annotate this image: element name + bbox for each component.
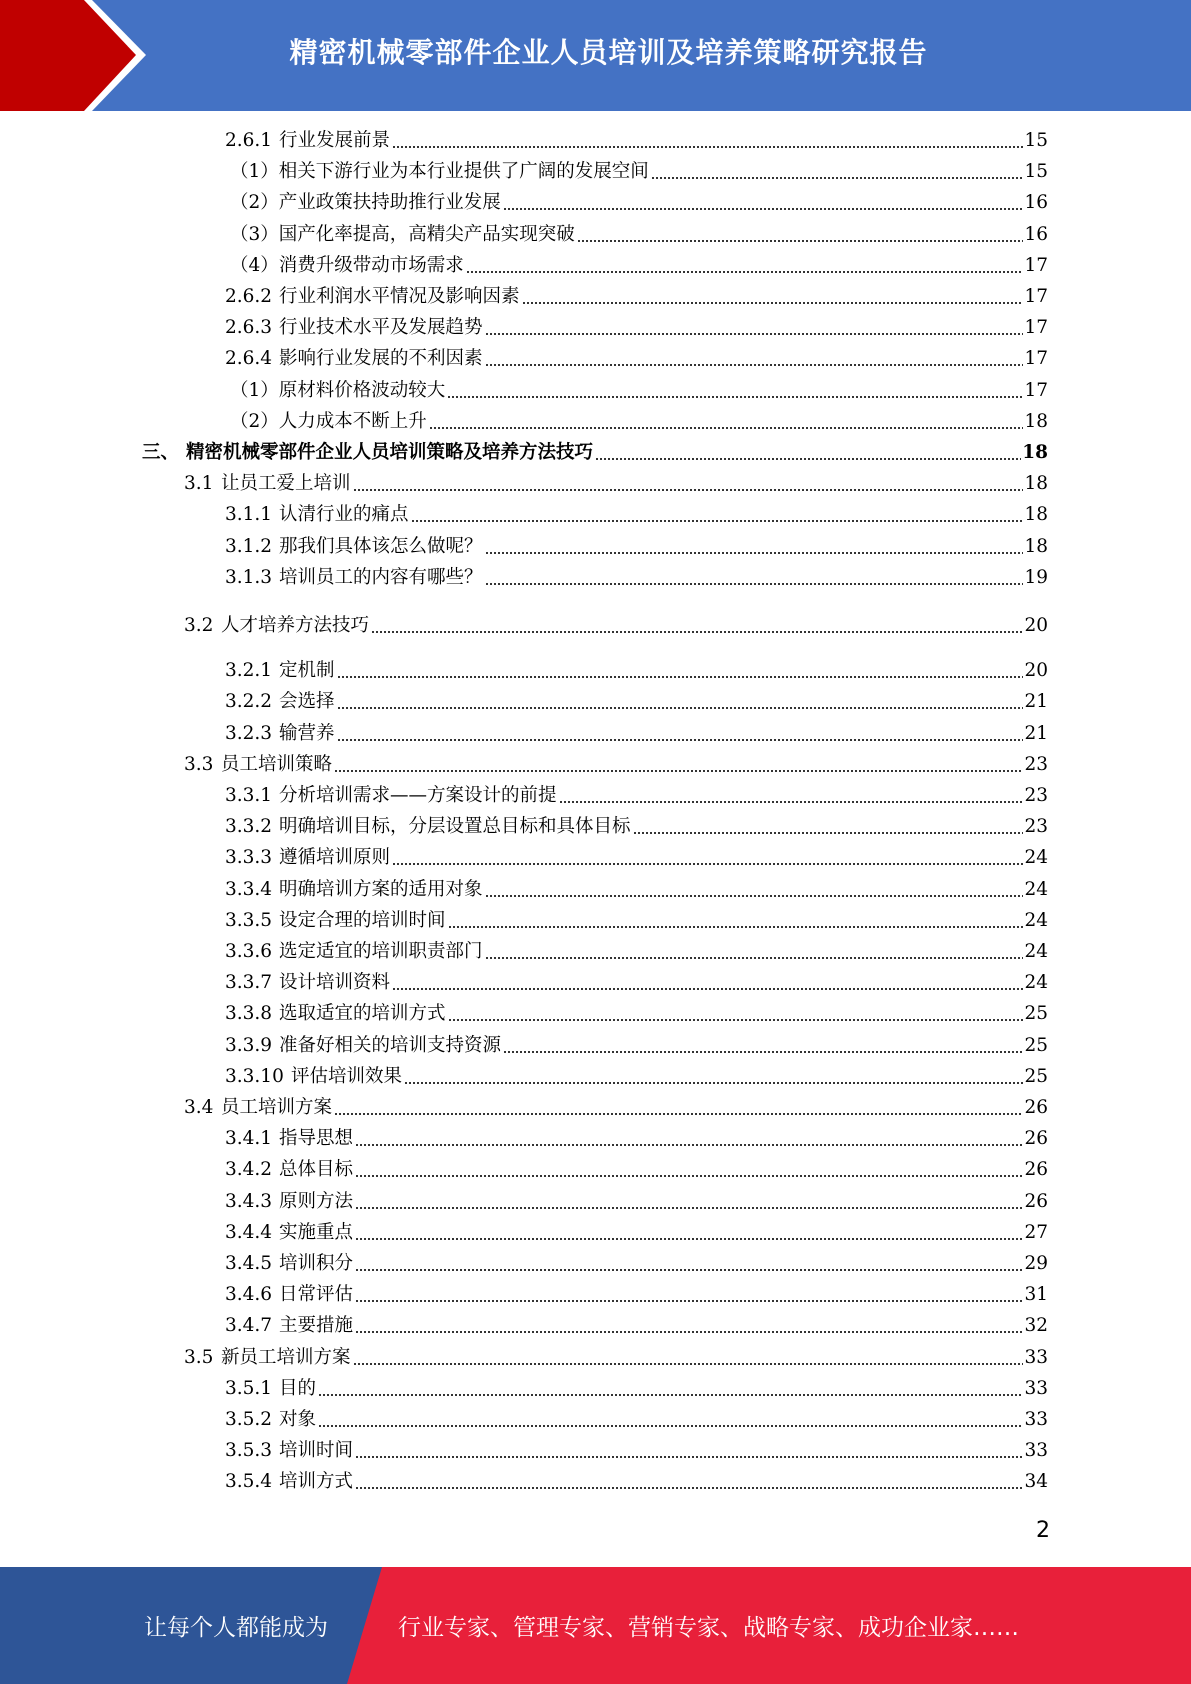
toc-entry[interactable] xyxy=(225,689,1048,715)
toc-entry-label: 消费升级带动市场需求 xyxy=(278,254,464,276)
toc-entry-label: 相关下游行业为本行业提供了广阔的发展空间 xyxy=(278,161,649,183)
toc-entry-label: 精密机械零部件企业人员培训策略及培养方法技巧 xyxy=(186,442,594,463)
toc-entry-label: 设定合理的培训时间 xyxy=(279,909,446,931)
toc-entry-number: 3.3.6 xyxy=(225,941,273,962)
toc-entry-page: 24 xyxy=(1024,878,1048,900)
toc-entry-label: 培训积分 xyxy=(279,1253,354,1274)
toc-dot-leader xyxy=(485,957,1024,959)
toc-entry-number: （3） xyxy=(230,223,279,245)
toc-entry-page: 18 xyxy=(1022,442,1048,463)
toc-entry[interactable] xyxy=(225,159,1048,185)
toc-entry[interactable] xyxy=(225,970,1048,996)
toc-entry-page: 17 xyxy=(1024,348,1048,370)
toc-dot-leader xyxy=(447,396,1023,398)
toc-entry-number: 3.1.2 xyxy=(225,535,273,557)
toc-entry-page: 26 xyxy=(1024,1128,1048,1150)
toc-entry-page: 33 xyxy=(1024,1409,1048,1430)
toc-entry-label: 指导思想 xyxy=(279,1128,354,1150)
toc-entry-label: 明确培训目标，分层设置总目标和具体目标 xyxy=(279,816,631,838)
toc-entry-page: 29 xyxy=(1024,1253,1048,1274)
toc-entry-number: 2.6.3 xyxy=(225,317,273,339)
toc-entry-number: 3.1.1 xyxy=(225,504,273,526)
page-number: 2 xyxy=(1036,1518,1050,1543)
toc-dot-leader xyxy=(485,364,1024,366)
toc-entry-page: 21 xyxy=(1024,722,1048,744)
toc-entry-number: 2.6.1 xyxy=(225,130,273,151)
toc-entry-number: 3.1 xyxy=(184,473,214,495)
toc-dot-leader xyxy=(353,1363,1024,1365)
toc-entry-label: 输营养 xyxy=(279,722,335,744)
toc-entry-page: 25 xyxy=(1024,1034,1048,1056)
toc-dot-leader xyxy=(633,832,1024,834)
footer-slogan-lead: 让每个人都能成为 xyxy=(144,1615,328,1641)
toc-entry[interactable] xyxy=(225,534,1048,560)
toc-entry[interactable] xyxy=(225,1438,1048,1464)
toc-entry-number: （2） xyxy=(230,192,279,214)
toc-entry-number: 3.4.2 xyxy=(225,1159,273,1181)
toc-entry[interactable] xyxy=(184,613,1048,639)
toc-dot-leader xyxy=(485,583,1024,585)
toc-entry-number: 3.4.1 xyxy=(225,1128,273,1150)
toc-dot-leader xyxy=(559,801,1024,803)
toc-entry-page: 23 xyxy=(1024,816,1048,838)
toc-dot-leader xyxy=(334,1113,1023,1115)
toc-entry-page: 31 xyxy=(1024,1284,1048,1306)
toc-dot-leader xyxy=(353,489,1024,491)
toc-entry-number: （1） xyxy=(230,161,279,183)
toc-entry-number: 3.5.4 xyxy=(225,1471,273,1493)
toc-entry-number: 3.3.8 xyxy=(225,1003,273,1025)
toc-entry-page: 32 xyxy=(1024,1315,1048,1337)
toc-entry-number: 3.4.5 xyxy=(225,1253,273,1274)
toc-entry-label: 总体目标 xyxy=(279,1159,354,1181)
toc-dot-leader xyxy=(355,1238,1023,1240)
toc-entry-label: 准备好相关的培训支持资源 xyxy=(279,1034,502,1056)
toc-entry[interactable] xyxy=(225,409,1048,435)
toc-entry-label: 选定适宜的培训职责部门 xyxy=(279,941,483,962)
toc-entry[interactable] xyxy=(225,128,1048,154)
toc-entry-number: 3.2.1 xyxy=(225,660,273,682)
toc-entry-page: 21 xyxy=(1024,691,1048,713)
toc-dot-leader xyxy=(577,240,1024,242)
toc-entry[interactable] xyxy=(225,1376,1048,1402)
toc-dot-leader xyxy=(355,1269,1023,1271)
toc-entry-label: 原则方法 xyxy=(279,1190,354,1212)
toc-entry-label: 分析培训需求——方案设计的前提 xyxy=(279,785,557,806)
toc-entry-label: 员工培训策略 xyxy=(221,753,333,775)
toc-entry-page: 25 xyxy=(1024,1065,1048,1087)
toc-entry-number: 3.2 xyxy=(184,615,214,636)
toc-entry-page: 24 xyxy=(1024,909,1048,931)
toc-entry-number: 3.5 xyxy=(184,1346,214,1368)
toc-entry-page: 20 xyxy=(1024,660,1048,682)
toc-entry[interactable] xyxy=(225,1469,1048,1495)
toc-entry-label: 让员工爱上培训 xyxy=(221,473,351,495)
toc-entry[interactable] xyxy=(225,1157,1048,1183)
toc-entry-page: 27 xyxy=(1024,1221,1048,1243)
toc-entry-number: 3.3.2 xyxy=(225,816,273,838)
toc-entry-number: （1） xyxy=(230,379,279,401)
toc-entry-label: 国产化率提高，高精尖产品实现突破 xyxy=(278,223,575,245)
toc-dot-leader xyxy=(355,1300,1023,1302)
toc-entry-label: 实施重点 xyxy=(279,1221,354,1243)
toc-entry-number: 3.4 xyxy=(184,1097,214,1118)
toc-entry[interactable] xyxy=(225,1220,1048,1246)
toc-entry[interactable] xyxy=(225,378,1048,404)
toc-entry-page: 19 xyxy=(1024,566,1048,588)
toc-dot-leader xyxy=(337,707,1024,709)
toc-entry-page: 26 xyxy=(1024,1190,1048,1212)
toc-entry-page: 25 xyxy=(1024,1003,1048,1025)
toc-dot-leader xyxy=(371,631,1023,633)
toc-entry-page: 17 xyxy=(1024,379,1048,401)
document-title: 精密机械零部件企业人员培训及培养策略研究报告 xyxy=(289,35,928,69)
toc-entry-number: 3.4.3 xyxy=(225,1190,273,1212)
toc-dot-leader xyxy=(485,333,1024,335)
toc-dot-leader xyxy=(355,1144,1023,1146)
toc-entry-label: 原材料价格波动较大 xyxy=(278,379,446,401)
toc-entry[interactable] xyxy=(225,1407,1048,1433)
toc-entry-number: 3.3.3 xyxy=(225,847,273,869)
toc-dot-leader xyxy=(392,863,1023,865)
toc-entry[interactable] xyxy=(142,440,1048,466)
toc-entry[interactable] xyxy=(225,1064,1048,1090)
toc-entry-label: 对象 xyxy=(279,1409,317,1430)
toc-entry-page: 17 xyxy=(1024,286,1048,307)
toc-entry[interactable] xyxy=(225,1282,1048,1308)
toc-dot-leader xyxy=(485,895,1024,897)
toc-entry-page: 18 xyxy=(1024,504,1048,526)
toc-entry-page: 23 xyxy=(1024,785,1048,806)
toc-entry[interactable] xyxy=(225,1251,1048,1277)
toc-entry-page: 26 xyxy=(1024,1097,1048,1118)
toc-entry-number: 3.3.1 xyxy=(225,785,273,806)
toc-dot-leader xyxy=(595,458,1021,460)
toc-entry-page: 33 xyxy=(1024,1377,1048,1399)
toc-entry-label: 那我们具体该怎么做呢？ xyxy=(279,535,483,557)
toc-entry-label: 日常评估 xyxy=(279,1284,354,1306)
toc-entry-label: 主要措施 xyxy=(279,1315,354,1337)
toc-entry-label: 培训方式 xyxy=(279,1471,354,1493)
toc-entry-page: 24 xyxy=(1024,972,1048,994)
toc-entry-number: （2） xyxy=(230,410,279,432)
toc-entry-label: 明确培训方案的适用对象 xyxy=(279,878,483,900)
toc-dot-leader xyxy=(651,177,1024,179)
toc-entry-label: 评估培训效果 xyxy=(291,1065,403,1087)
toc-entry-number: 3.2.3 xyxy=(225,722,273,744)
toc-dot-leader xyxy=(448,1019,1024,1021)
toc-dot-leader xyxy=(355,1456,1023,1458)
toc-dot-leader xyxy=(334,770,1023,772)
toc-entry-page: 33 xyxy=(1024,1440,1048,1462)
toc-dot-leader xyxy=(355,1207,1023,1209)
toc-entry-page: 26 xyxy=(1024,1159,1048,1181)
toc-entry-number: 2.6.4 xyxy=(225,348,273,370)
toc-entry-page: 24 xyxy=(1024,847,1048,869)
toc-dot-leader xyxy=(503,1051,1023,1053)
toc-dot-leader xyxy=(485,552,1024,554)
toc-entry[interactable] xyxy=(225,346,1048,372)
toc-dot-leader xyxy=(503,208,1024,210)
toc-entry[interactable] xyxy=(225,658,1048,684)
toc-dot-leader xyxy=(392,988,1023,990)
toc-entry[interactable] xyxy=(184,752,1048,778)
toc-entry[interactable] xyxy=(225,1001,1048,1027)
toc-entry-number: 3.4.6 xyxy=(225,1284,273,1306)
toc-entry[interactable] xyxy=(225,284,1048,310)
toc-entry-page: 18 xyxy=(1024,410,1048,432)
toc-entry-page: 33 xyxy=(1024,1346,1048,1368)
toc-entry-page: 18 xyxy=(1024,473,1048,495)
toc-entry-number: 三、 xyxy=(142,442,180,463)
toc-entry-label: 认清行业的痛点 xyxy=(279,504,409,526)
toc-entry[interactable] xyxy=(225,190,1048,216)
footer-slogan-roles: 行业专家、管理专家、营销专家、战略专家、成功企业家…… xyxy=(398,1615,1019,1641)
toc-entry[interactable] xyxy=(225,222,1048,248)
toc-entry-page: 15 xyxy=(1024,161,1048,183)
toc-entry[interactable] xyxy=(225,783,1048,809)
toc-entry-number: 3.3 xyxy=(184,753,214,775)
toc-entry-number: 3.4.4 xyxy=(225,1221,273,1243)
toc-entry[interactable] xyxy=(225,721,1048,747)
toc-entry[interactable] xyxy=(184,471,1048,497)
toc-entry[interactable] xyxy=(225,502,1048,528)
toc-entry-label: 人力成本不断上升 xyxy=(278,410,427,432)
toc-dot-leader xyxy=(355,1175,1023,1177)
toc-dot-leader xyxy=(466,271,1024,273)
toc-entry-label: 产业政策扶持助推行业发展 xyxy=(278,192,501,214)
toc-dot-leader xyxy=(318,1425,1023,1427)
toc-dot-leader xyxy=(337,676,1024,678)
toc-entry[interactable] xyxy=(225,908,1048,934)
toc-entry-label: 行业发展前景 xyxy=(279,130,391,151)
toc-entry-number: 3.5.2 xyxy=(225,1409,273,1430)
toc-entry-label: 设计培训资料 xyxy=(279,972,391,994)
toc-entry-label: 目的 xyxy=(279,1377,317,1399)
toc-dot-leader xyxy=(429,427,1024,429)
toc-entry-number: （4） xyxy=(230,254,279,276)
toc-entry[interactable] xyxy=(225,845,1048,871)
toc-entry-page: 23 xyxy=(1024,753,1048,775)
toc-entry-label: 行业利润水平情况及影响因素 xyxy=(279,286,520,307)
toc-entry-label: 培训时间 xyxy=(279,1440,354,1462)
toc-entry[interactable] xyxy=(225,877,1048,903)
toc-entry-page: 34 xyxy=(1024,1471,1048,1493)
page-footer xyxy=(0,1567,1191,1684)
toc-entry-page: 18 xyxy=(1024,535,1048,557)
toc-entry[interactable] xyxy=(225,1189,1048,1215)
toc-entry-label: 定机制 xyxy=(279,660,335,682)
toc-entry-label: 员工培训方案 xyxy=(221,1097,333,1118)
toc-entry-number: 3.1.3 xyxy=(225,566,273,588)
toc-dot-leader xyxy=(337,739,1024,741)
toc-entry-number: 3.3.4 xyxy=(225,878,273,900)
toc-entry-number: 3.4.7 xyxy=(225,1315,273,1337)
toc-entry-label: 人才培养方法技巧 xyxy=(221,615,370,636)
toc-entry-number: 3.5.3 xyxy=(225,1440,273,1462)
toc-entry[interactable] xyxy=(225,1126,1048,1152)
toc-entry-page: 16 xyxy=(1024,192,1048,214)
toc-dot-leader xyxy=(411,520,1024,522)
toc-dot-leader xyxy=(522,302,1024,304)
toc-entry-number: 3.3.10 xyxy=(225,1065,284,1087)
toc-entry-number: 3.5.1 xyxy=(225,1377,273,1399)
toc-dot-leader xyxy=(355,1331,1023,1333)
toc-entry-page: 17 xyxy=(1024,254,1048,276)
toc-entry-page: 20 xyxy=(1024,615,1048,636)
toc-entry-label: 新员工培训方案 xyxy=(221,1346,351,1368)
toc-entry[interactable] xyxy=(225,565,1048,591)
toc-entry-page: 24 xyxy=(1024,941,1048,962)
toc-entry-number: 3.3.7 xyxy=(225,972,273,994)
toc-entry[interactable] xyxy=(184,1345,1048,1371)
toc-entry-label: 遵循培训原则 xyxy=(279,847,391,869)
toc-entry[interactable] xyxy=(225,1033,1048,1059)
toc-entry[interactable] xyxy=(225,814,1048,840)
toc-entry-page: 15 xyxy=(1024,130,1048,151)
toc-entry-label: 会选择 xyxy=(279,691,335,713)
page-header xyxy=(0,0,1191,111)
toc-entry[interactable] xyxy=(184,1095,1048,1121)
toc-entry-number: 3.2.2 xyxy=(225,691,273,713)
toc-entry-label: 行业技术水平及发展趋势 xyxy=(279,317,483,339)
toc-dot-leader xyxy=(355,1487,1023,1489)
toc-entry[interactable] xyxy=(225,1313,1048,1339)
toc-entry-label: 影响行业发展的不利因素 xyxy=(279,348,483,370)
toc-entry-label: 培训员工的内容有哪些？ xyxy=(279,566,483,588)
toc-entry-number: 2.6.2 xyxy=(225,286,273,307)
toc-entry-page: 16 xyxy=(1024,223,1048,245)
toc-entry-number: 3.3.5 xyxy=(225,909,273,931)
toc-dot-leader xyxy=(404,1082,1023,1084)
toc-entry[interactable] xyxy=(225,253,1048,279)
toc-dot-leader xyxy=(392,146,1023,148)
toc-entry-page: 17 xyxy=(1024,317,1048,339)
toc-entry-number: 3.3.9 xyxy=(225,1034,273,1056)
toc-entry-label: 选取适宜的培训方式 xyxy=(279,1003,446,1025)
toc-entry[interactable] xyxy=(225,939,1048,965)
toc-dot-leader xyxy=(318,1394,1023,1396)
toc-dot-leader xyxy=(448,926,1024,928)
toc-entry[interactable] xyxy=(225,315,1048,341)
